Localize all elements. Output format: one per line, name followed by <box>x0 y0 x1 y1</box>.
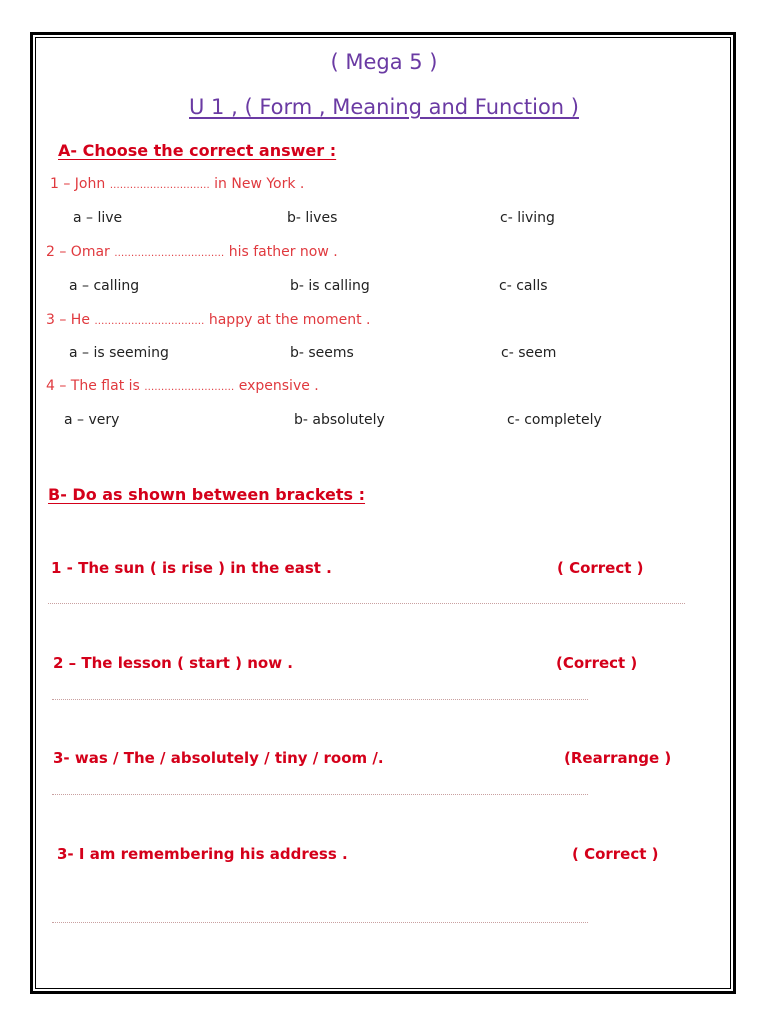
question-4-option-c: c- completely <box>507 412 602 428</box>
question-1-option-c: c- living <box>500 210 555 226</box>
task-3-answer-line <box>52 794 588 795</box>
task-4-answer-line <box>52 922 588 923</box>
task-2-text: 2 – The lesson ( start ) now . <box>53 654 293 672</box>
question-3-option-c: c- seem <box>501 345 557 361</box>
section-b-heading: B- Do as shown between brackets : <box>48 485 366 504</box>
task-4-instruction: ( Correct ) <box>572 845 659 863</box>
question-1-option-b: b- lives <box>287 210 338 226</box>
question-3-option-a: a – is seeming <box>69 345 169 361</box>
question-1-blank: ………………………… <box>109 180 210 191</box>
question-1-option-a: a – live <box>73 210 123 226</box>
question-2-option-c: c- calls <box>499 278 548 294</box>
question-2-blank: …………………………… <box>114 248 225 259</box>
question-4-suffix: expensive . <box>238 378 319 394</box>
task-2-instruction: (Correct ) <box>556 654 638 672</box>
task-2-answer-line <box>52 699 588 700</box>
question-1-suffix: in New York . <box>214 176 305 192</box>
question-3-suffix: happy at the moment . <box>208 312 371 328</box>
question-3-blank: …………………………… <box>94 316 205 327</box>
question-1-prefix: 1 – John <box>50 176 106 192</box>
question-2-option-b: b- is calling <box>290 278 370 294</box>
question-4-prefix: 4 – The flat is <box>46 378 140 394</box>
question-1 <box>50 176 304 192</box>
task-1-text: 1 - The sun ( is rise ) in the east . <box>51 559 332 577</box>
question-2-option-a: a – calling <box>69 278 140 294</box>
question-2-prefix: 2 – Omar <box>46 244 110 260</box>
task-1-answer-line <box>48 603 685 604</box>
question-2-suffix: his father now . <box>228 244 338 260</box>
task-3-instruction: (Rearrange ) <box>564 749 672 767</box>
question-2 <box>46 244 338 260</box>
worksheet-title: ( Mega 5 ) <box>330 50 438 74</box>
task-1-instruction: ( Correct ) <box>557 559 644 577</box>
worksheet-subtitle: U 1 , ( Form , Meaning and Function ) <box>189 95 579 119</box>
question-3-option-b: b- seems <box>290 345 354 361</box>
section-a-heading: A- Choose the correct answer : <box>58 141 337 160</box>
question-4 <box>46 378 319 394</box>
task-4-text: 3- I am remembering his address . <box>57 845 348 863</box>
question-3 <box>46 312 370 328</box>
task-3-text: 3- was / The / absolutely / tiny / room /. <box>53 749 384 767</box>
question-4-option-b: b- absolutely <box>294 412 385 428</box>
question-4-blank: ……………………… <box>144 382 235 393</box>
question-4-option-a: a – very <box>64 412 120 428</box>
question-3-prefix: 3 – He <box>46 312 90 328</box>
